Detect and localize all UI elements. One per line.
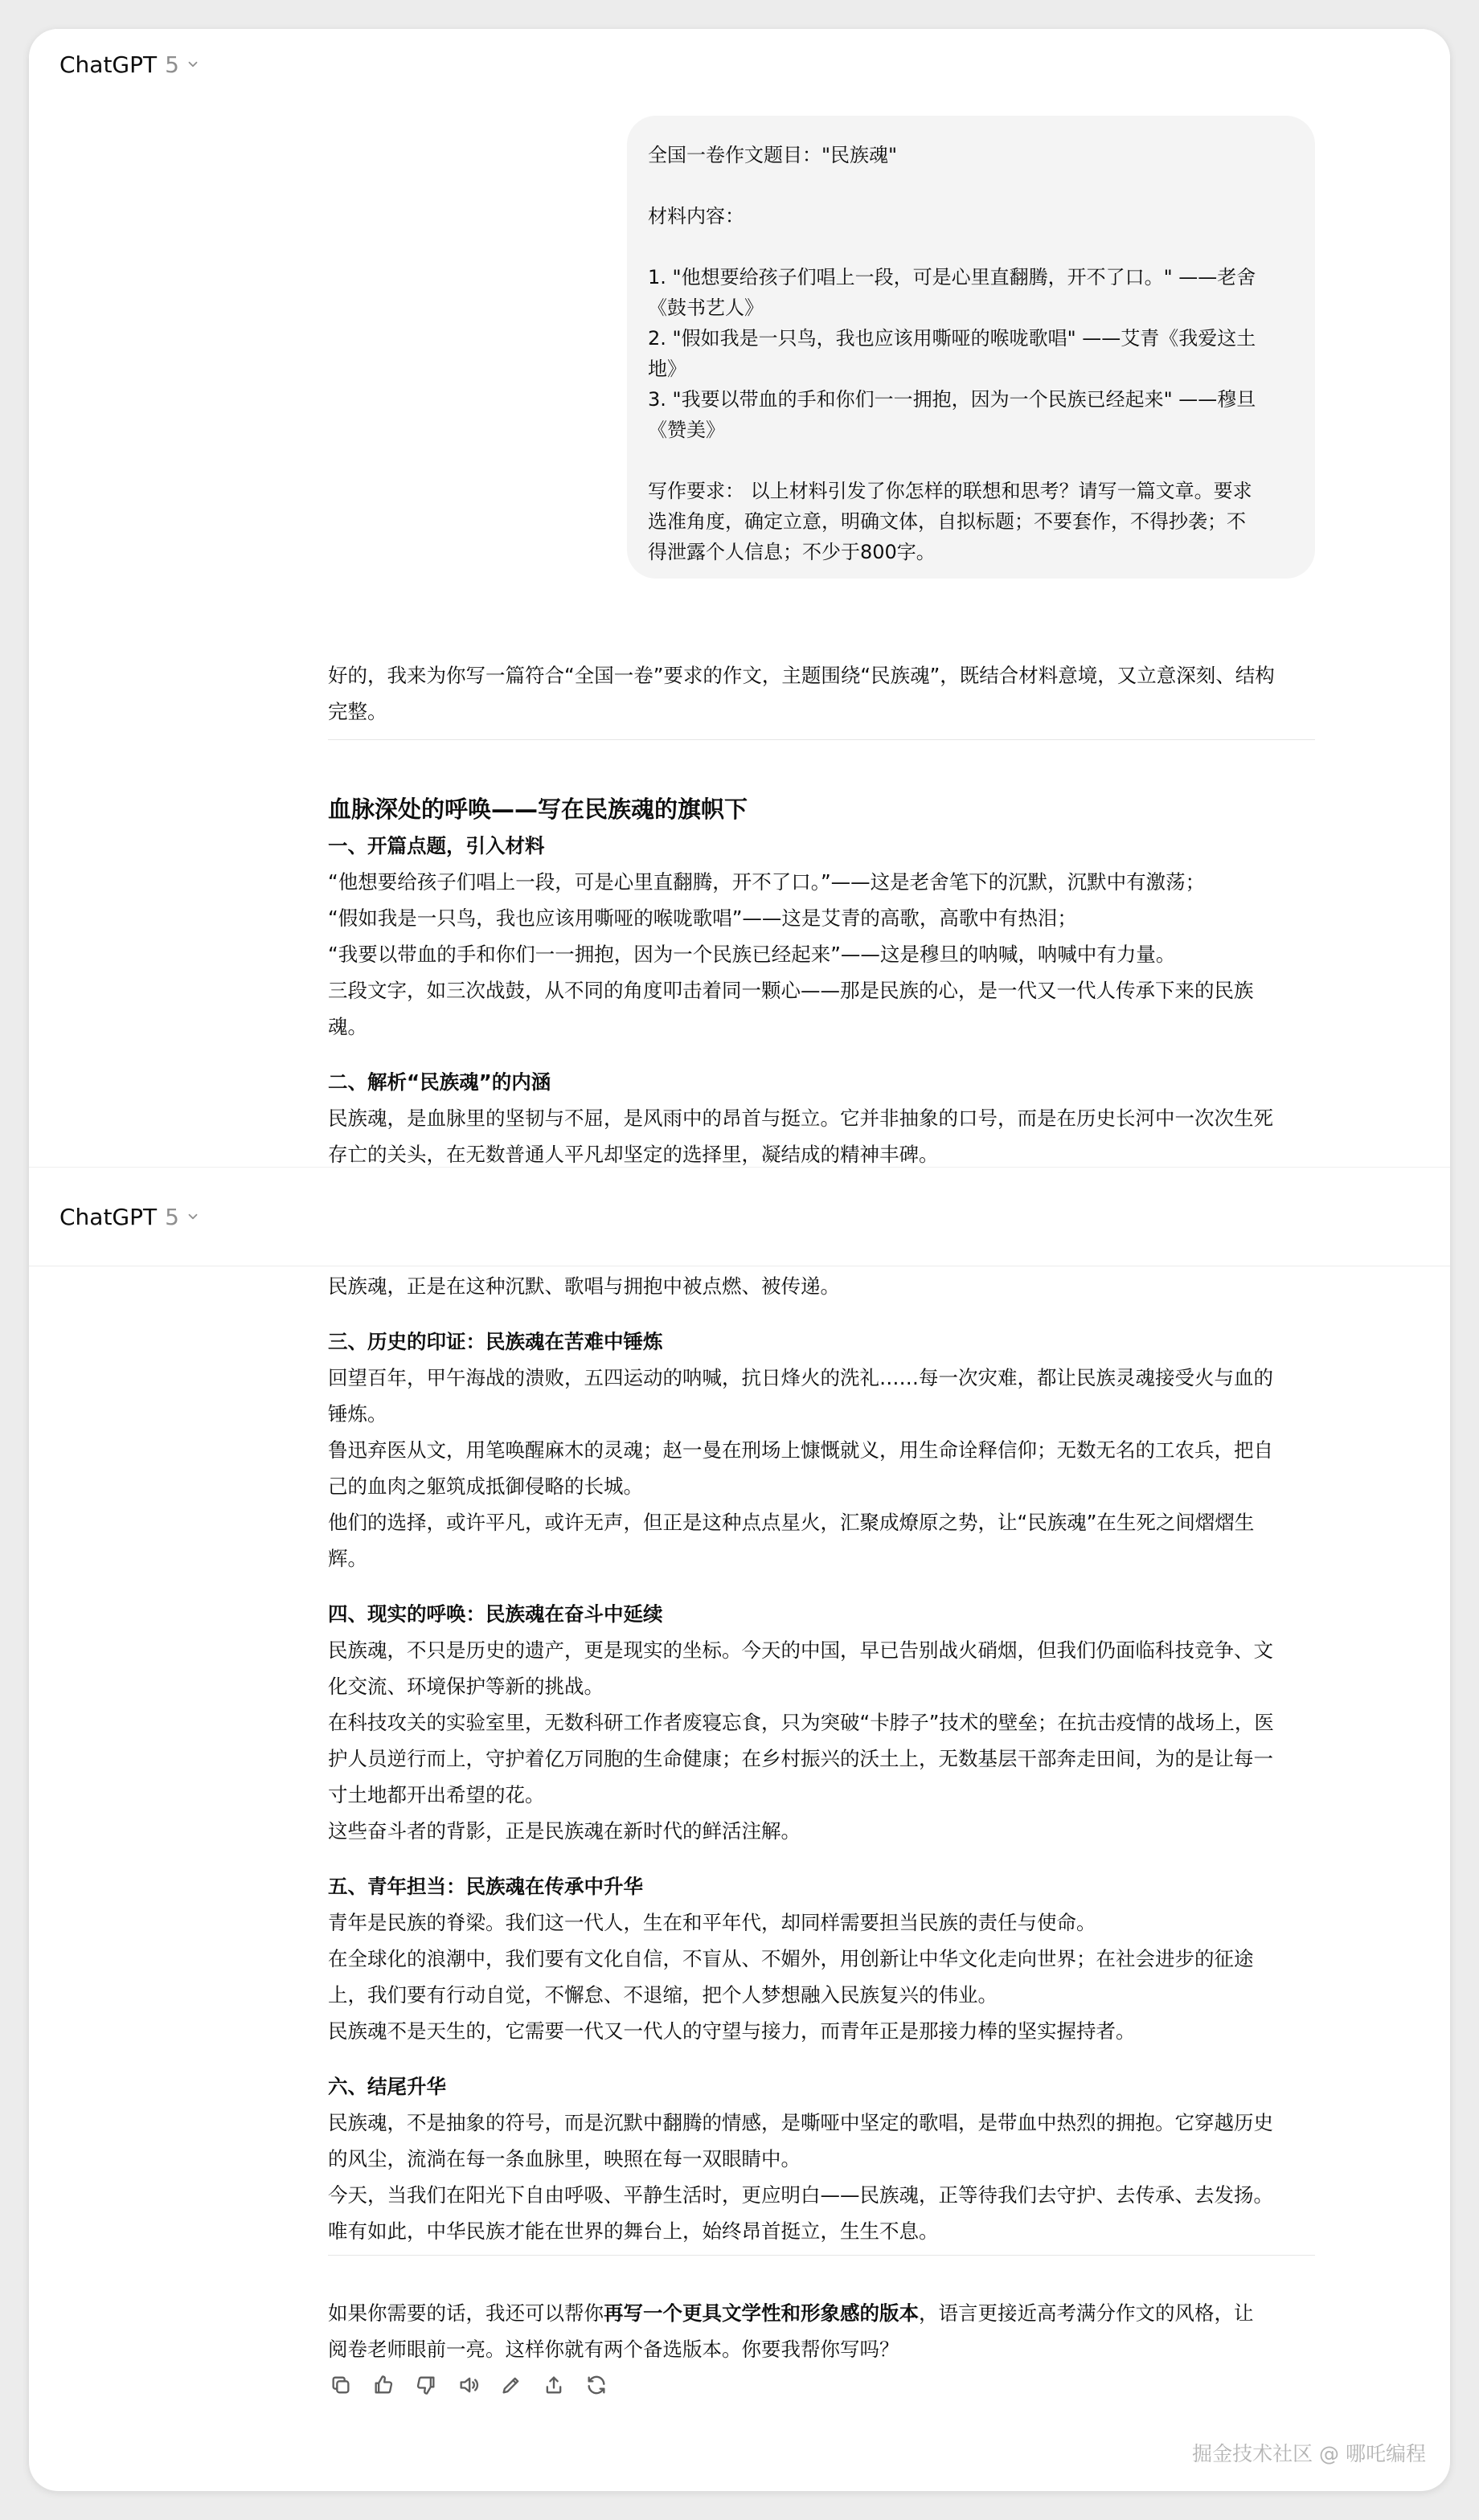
essay-line: 民族魂不是天生的，它需要一代又一代人的守望与接力，而青年正是那接力棒的坚实握持者。 (328, 2019, 1136, 2043)
watermark: 掘金技术社区 @ 哪吒编程 (1192, 2442, 1426, 2465)
essay-line: 寸土地都开出希望的花。 (328, 1783, 545, 1806)
essay-line: 青年是民族的脊梁。我们这一代人，生在和平年代，却同样需要担当民族的责任与使命。 (328, 1911, 1096, 1934)
top-bar (29, 1167, 1450, 1266)
model-version: 5 (165, 51, 179, 78)
user-line: 《鼓书艺人》 (648, 297, 764, 319)
assistant-essay-part2 (328, 1268, 1315, 2249)
user-line: 《赞美》 (648, 419, 725, 441)
essay-line: “我要以带血的手和你们一一拥抱，因为一个民族已经起来”——这是穆旦的呐喊，呐喊中有力量。 (328, 943, 1176, 966)
copy-icon[interactable] (328, 2372, 354, 2398)
regenerate-icon[interactable] (584, 2372, 609, 2398)
intro-line: 好的，我来为你写一篇符合“全国一卷”要求的作文，主题围绕“民族魂”，既结合材料意境，又立意深刻、结构 (328, 664, 1275, 687)
essay-line: 己的血肉之躯筑成抵御侵略的长城。 (328, 1475, 643, 1498)
assistant-intro (328, 657, 1315, 730)
closing-text: ，语言更接近高考满分作文的风格，让 (919, 2301, 1254, 2325)
user-line: 全国一卷作文题目："民族魂" (648, 144, 898, 166)
user-line: 材料内容： (648, 205, 744, 227)
essay-line: 民族魂，不是抽象的符号，而是沉默中翻腾的情感，是嘶哑中坚定的歌唱，是带血中热烈的拥抱。它穿越历史 (328, 2111, 1273, 2134)
essay-line: 他们的选择，或许平凡，或许无声，但正是这种点点星火，汇聚成燎原之势，让“民族魂”在生死之间熠熠生 (328, 1511, 1255, 1534)
essay-line: 辉。 (328, 1547, 367, 1570)
essay-title: 血脉深处的呼唤——写在民族魂的旗帜下 (328, 796, 748, 823)
essay-line: 民族魂，是血脉里的坚韧与不屈，是风雨中的昂首与挺立。它并非抽象的口号，而是在历史长河中一次次生死 (328, 1107, 1273, 1130)
user-line: 写作要求： 以上材料引发了你怎样的联想和思考？请写一篇文章。要求 (648, 480, 1252, 502)
essay-line: 三段文字，如三次战鼓，从不同的角度叩击着同一颗心——那是民族的心，是一代又一代人传承下来的民族 (328, 979, 1254, 1002)
section-heading: 六、结尾升华 (328, 2075, 446, 2098)
read-aloud-icon[interactable] (456, 2372, 481, 2398)
user-message-bubble (627, 116, 1315, 579)
section-heading: 五、青年担当：民族魂在传承中升华 (328, 1875, 643, 1898)
user-line: 3. "我要以带血的手和你们一一拥抱，因为一个民族已经起来" ——穆旦 (648, 388, 1256, 411)
user-line: 1. "他想要给孩子们唱上一段，可是心里直翻腾，开不了口。" ——老舍 (648, 266, 1256, 288)
user-line: 2. "假如我是一只鸟，我也应该用嘶哑的喉咙歌唱" ——艾青《我爱这土 (648, 327, 1256, 350)
essay-line: 民族魂，不只是历史的遗产，更是现实的坐标。今天的中国，早已告别战火硝烟，但我们仍面临科技竞争、文 (328, 1638, 1273, 1662)
closing-line: 阅卷老师眼前一亮。这样你就有两个备选版本。你要我帮你写吗？ (328, 2338, 899, 2361)
essay-line: 锤炼。 (328, 1402, 387, 1426)
closing-line (328, 2295, 1315, 2331)
divider (328, 2255, 1315, 2256)
divider (328, 739, 1315, 740)
share-icon[interactable] (541, 2372, 567, 2398)
essay-line: 的风尘，流淌在每一条血脉里，映照在每一双眼睛中。 (328, 2147, 801, 2170)
top-bar (29, 29, 1450, 100)
edit-icon[interactable] (498, 2372, 524, 2398)
user-line: 选准角度，确定立意，明确文体，自拟标题；不要套作，不得抄袭；不 (648, 510, 1246, 533)
chevron-down-icon (186, 1209, 200, 1224)
chevron-down-icon (186, 57, 200, 72)
essay-line: 护人员逆行而上，守护着亿万同胞的生命健康；在乡村振兴的沃土上，无数基层干部奔走田间，为的是让每一 (328, 1747, 1273, 1770)
user-line: 地》 (648, 358, 686, 380)
section-heading: 四、现实的呼唤：民族魂在奋斗中延续 (328, 1602, 663, 1626)
assistant-essay-part1 (328, 791, 1315, 1172)
assistant-closing (328, 2295, 1315, 2367)
essay-line: 回望百年，甲午海战的溃败，五四运动的呐喊，抗日烽火的洗礼……每一次灾难，都让民族灵魂接受火与血的 (328, 1366, 1273, 1389)
essay-line: 鲁迅弃医从文，用笔唤醒麻木的灵魂；赵一曼在刑场上慷慨就义，用生命诠释信仰；无数无名的工农兵，把自 (328, 1438, 1273, 1462)
closing-text: 如果你需要的话，我还可以帮你 (328, 2301, 604, 2325)
chat-window (29, 29, 1450, 2491)
essay-line: 存亡的关头，在无数普通人平凡却坚定的选择里，凝结成的精神丰碑。 (328, 1143, 939, 1166)
model-name: ChatGPT (59, 51, 158, 78)
essay-line: 上，我们要有行动自觉，不懈怠、不退缩，把个人梦想融入民族复兴的伟业。 (328, 1983, 998, 2007)
essay-line: 唯有如此，中华民族才能在世界的舞台上，始终昂首挺立，生生不息。 (328, 2219, 939, 2243)
essay-line: 在全球化的浪潮中，我们要有文化自信，不盲从、不媚外，用创新让中华文化走向世界；在社会进步的征途 (328, 1947, 1254, 1970)
section-heading: 三、历史的印证：民族魂在苦难中锤炼 (328, 1330, 663, 1353)
section-heading: 一、开篇点题，引入材料 (328, 834, 545, 857)
essay-line: “假如我是一只鸟，我也应该用嘶哑的喉咙歌唱”——这是艾青的高歌，高歌中有热泪； (328, 906, 1077, 930)
essay-line: 这些奋斗者的背影，正是民族魂在新时代的鲜活注解。 (328, 1819, 801, 1843)
model-version: 5 (165, 1203, 179, 1230)
essay-line: 魂。 (328, 1015, 367, 1038)
model-name: ChatGPT (59, 1203, 158, 1230)
closing-emphasis: 再写一个更具文学性和形象感的版本 (604, 2301, 919, 2325)
essay-line: 民族魂，正是在这种沉默、歌唱与拥抱中被点燃、被传递。 (328, 1274, 840, 1298)
essay-line: 今天，当我们在阳光下自由呼吸、平静生活时，更应明白——民族魂，正等待我们去守护、去传承、去发扬。 (328, 2183, 1273, 2207)
thumbs-down-icon[interactable] (413, 2372, 439, 2398)
model-selector[interactable] (59, 51, 200, 78)
essay-line: 化交流、环境保护等新的挑战。 (328, 1675, 604, 1698)
thumbs-up-icon[interactable] (371, 2372, 396, 2398)
essay-line: 在科技攻关的实验室里，无数科研工作者废寝忘食，只为突破“卡脖子”技术的壁垒；在抗击疫情的战场上，医 (328, 1711, 1274, 1734)
essay-line: “他想要给孩子们唱上一段，可是心里直翻腾，开不了口。”——这是老舍笔下的沉默，沉默中有激荡； (328, 870, 1206, 894)
model-selector[interactable] (59, 1204, 200, 1230)
section-heading: 二、解析“民族魂”的内涵 (328, 1070, 551, 1094)
message-actions (328, 2372, 609, 2398)
intro-line: 完整。 (328, 700, 387, 723)
user-line: 得泄露个人信息；不少于800字。 (648, 541, 936, 563)
